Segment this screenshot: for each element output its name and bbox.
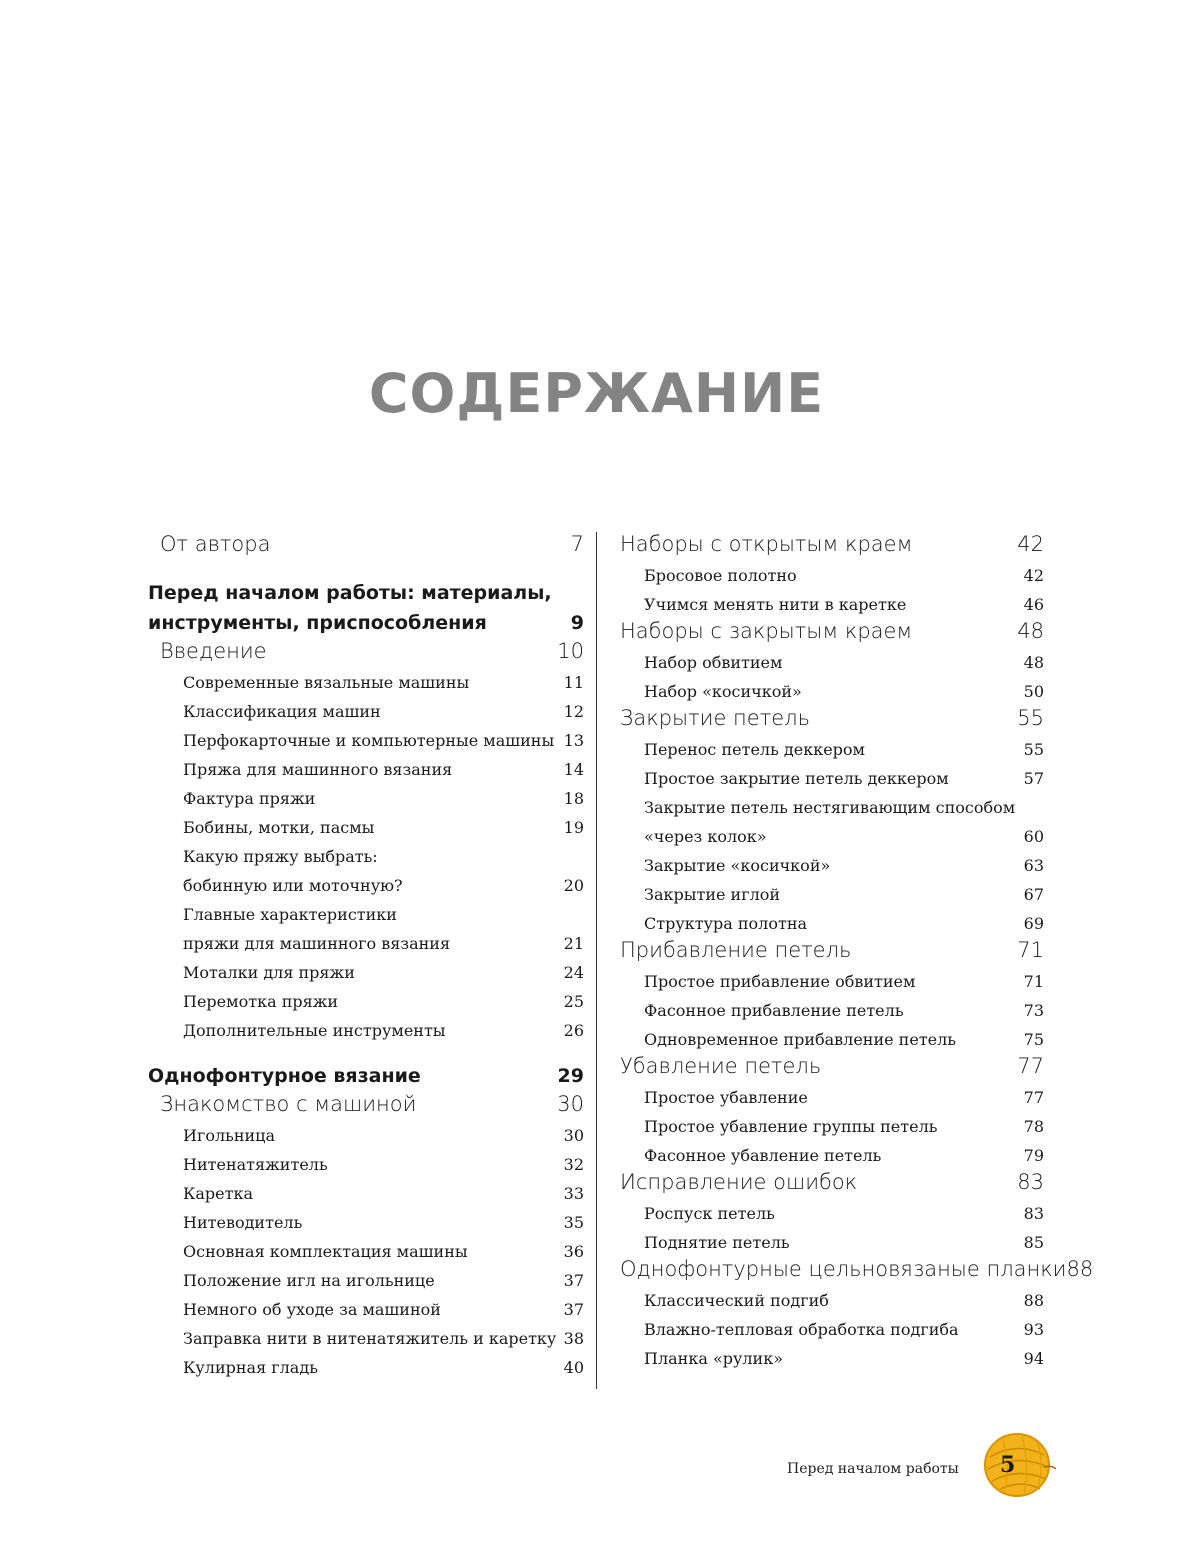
toc-entry-label: Нитенатяжитель — [183, 1155, 328, 1174]
toc-entry-label: Влажно-тепловая обработка подгиба — [644, 1320, 959, 1339]
toc-subentry[interactable] — [148, 1116, 584, 1145]
toc-subentry[interactable] — [620, 1281, 1044, 1310]
toc-chapter-entry[interactable] — [620, 1252, 1094, 1281]
toc-section-2[interactable] — [148, 1057, 584, 1087]
toc-subentry[interactable] — [148, 953, 584, 982]
toc-right-column — [620, 527, 1094, 1368]
toc-entry-label: Фактура пряжи — [183, 789, 316, 808]
toc-entry-page: 19 — [563, 818, 584, 837]
toc-entry-page: 46 — [1023, 595, 1044, 614]
toc-entry-page: 88 — [1066, 1257, 1094, 1281]
toc-entry-page: 60 — [1023, 827, 1044, 846]
toc-subentry[interactable] — [148, 1290, 584, 1319]
toc-entry-page: 18 — [563, 789, 584, 808]
toc-chapter-entry[interactable] — [620, 614, 1044, 643]
toc-entry-label: Бросовое полотно — [644, 566, 797, 585]
toc-entry-page: 13 — [563, 731, 584, 750]
toc-entry-page: 71 — [1023, 972, 1044, 991]
toc-entry-label: Фасонное убавление петель — [644, 1146, 882, 1165]
toc-subentry[interactable] — [620, 846, 1044, 875]
toc-entry-page: 12 — [563, 702, 584, 721]
toc-entry-label: Моталки для пряжи — [183, 963, 355, 982]
toc-subentry[interactable] — [148, 837, 584, 866]
toc-entry-label: Перфокарточные и компьютерные машины — [183, 731, 555, 750]
toc-entry-page: 55 — [1017, 706, 1044, 730]
toc-entry-label: пряжи для машинного вязания — [183, 934, 451, 953]
toc-entry-label: Фасонное прибавление петель — [644, 1001, 904, 1020]
toc-entry-page: 7 — [570, 532, 584, 556]
toc-entry-page: 37 — [563, 1300, 584, 1319]
toc-entry-label: Знакомство с машиной — [160, 1092, 417, 1116]
toc-entry-page: 37 — [563, 1271, 584, 1290]
toc-entry-label: Простое прибавление обвитием — [644, 972, 916, 991]
toc-entry-page: 40 — [563, 1358, 584, 1377]
toc-subentry[interactable] — [620, 788, 1044, 817]
toc-entry-label: Роспуск петель — [644, 1204, 775, 1223]
toc-chapter-entry[interactable] — [620, 701, 1044, 730]
toc-entry-page: 30 — [557, 1092, 584, 1116]
toc-section-1-line2[interactable] — [148, 604, 584, 634]
toc-machine-subentries — [148, 1116, 584, 1377]
toc-entry-label: Нитеводитель — [183, 1213, 303, 1232]
toc-entry-label: Простое убавление — [644, 1088, 808, 1107]
toc-entry-label: Планка «рулик» — [644, 1349, 784, 1368]
toc-subentry[interactable] — [620, 1020, 1044, 1049]
toc-entry-label: «через колок» — [644, 827, 767, 846]
column-divider — [596, 532, 597, 1389]
toc-entry-label: Перемотка пряжи — [183, 992, 339, 1011]
toc-subentry[interactable] — [620, 585, 1044, 614]
toc-entry-label: Введение — [160, 639, 267, 663]
toc-subentry[interactable] — [148, 692, 584, 721]
toc-entry-page: 77 — [1023, 1088, 1044, 1107]
toc-entry-page: 25 — [563, 992, 584, 1011]
toc-entry-label: Закрытие «косичкой» — [644, 856, 831, 875]
toc-entry-page: 57 — [1023, 769, 1044, 788]
toc-chapter-entry[interactable] — [620, 527, 1044, 556]
toc-entry-page: 35 — [563, 1213, 584, 1232]
toc-entry-label: Заправка нити в нитенатяжитель и каретку — [183, 1329, 557, 1348]
toc-section-label: Перед началом работы: материалы, — [148, 582, 552, 604]
toc-entry-page: 42 — [1023, 566, 1044, 585]
toc-entry-label: Главные характеристики — [183, 905, 397, 924]
toc-chapter-entry[interactable] — [620, 1049, 1044, 1078]
toc-entry-label: Поднятие петель — [644, 1233, 790, 1252]
toc-entry-page: 21 — [563, 934, 584, 953]
toc-subentry[interactable] — [620, 1136, 1044, 1165]
toc-entry-label: Однофонтурные цельновязаные планки — [620, 1257, 1067, 1281]
toc-subentry[interactable] — [148, 663, 584, 692]
toc-entry-page: 67 — [1023, 885, 1044, 904]
toc-entry-page: 48 — [1023, 653, 1044, 672]
toc-entry-page: 48 — [1017, 619, 1044, 643]
toc-subentry[interactable] — [148, 721, 584, 750]
toc-entry-page: 71 — [1017, 938, 1044, 962]
toc-subentry[interactable] — [148, 895, 584, 924]
toc-entry-label: Какую пряжу выбрать: — [183, 847, 378, 866]
toc-entry-label: Классификация машин — [183, 702, 381, 721]
toc-entry-label: Одновременное прибавление петель — [644, 1030, 957, 1049]
toc-entry-page: 94 — [1023, 1349, 1044, 1368]
toc-section-label: инструменты, приспособления — [148, 612, 487, 634]
toc-entry-page: 36 — [563, 1242, 584, 1261]
toc-entry-page: 55 — [1023, 740, 1044, 759]
toc-entry-page: 83 — [1017, 1170, 1044, 1194]
toc-subentry[interactable] — [620, 904, 1044, 933]
toc-subentry[interactable] — [620, 875, 1044, 904]
toc-entry-label: Дополнительные инструменты — [183, 1021, 446, 1040]
toc-entry-page: 14 — [563, 760, 584, 779]
toc-entry-page: 30 — [563, 1126, 584, 1145]
toc-subentry[interactable] — [148, 1232, 584, 1261]
toc-entry-label: Немного об уходе за машиной — [183, 1300, 441, 1319]
toc-entry-machine[interactable] — [148, 1087, 584, 1116]
toc-subentry[interactable] — [620, 1310, 1044, 1339]
page-number: 5 — [1000, 1452, 1016, 1478]
toc-subentry[interactable] — [148, 808, 584, 837]
toc-subentry[interactable] — [148, 1348, 584, 1377]
toc-entry-page: 24 — [563, 963, 584, 982]
toc-entry-label: Закрытие иглой — [644, 885, 781, 904]
toc-entry-label: Учимся менять нити в каретке — [644, 595, 907, 614]
toc-entry-page: 10 — [557, 639, 584, 663]
toc-subentry[interactable] — [148, 1319, 584, 1348]
toc-subentry[interactable] — [620, 730, 1044, 759]
toc-subentry[interactable] — [620, 759, 1044, 788]
toc-entry-label: Классический подгиб — [644, 1291, 829, 1310]
toc-entry-label: Простое убавление группы петель — [644, 1117, 938, 1136]
toc-subentry[interactable] — [620, 817, 1044, 846]
toc-entry-page: 88 — [1023, 1291, 1044, 1310]
toc-entry-label: Бобины, мотки, пасмы — [183, 818, 375, 837]
toc-subentry[interactable] — [148, 1261, 584, 1290]
toc-entry-label: Современные вязальные машины — [183, 673, 470, 692]
toc-subentry[interactable] — [620, 643, 1044, 672]
toc-entry-label: Структура полотна — [644, 914, 808, 933]
toc-subentry[interactable] — [148, 1011, 584, 1040]
toc-chapter-entry[interactable] — [620, 933, 1044, 962]
toc-subentry[interactable] — [620, 1223, 1044, 1252]
toc-subentry[interactable] — [620, 672, 1044, 701]
toc-entry-label: Закрытие петель нестягивающим способом — [644, 798, 1016, 817]
toc-subentry[interactable] — [148, 779, 584, 808]
toc-subentry[interactable] — [148, 866, 584, 895]
toc-entry-page: 20 — [563, 876, 584, 895]
toc-left-column — [148, 527, 584, 1377]
toc-subentry[interactable] — [620, 1078, 1044, 1107]
toc-entry-label: Положение игл на игольнице — [183, 1271, 435, 1290]
toc-entry-page: 75 — [1023, 1030, 1044, 1049]
toc-entry-page: 78 — [1023, 1117, 1044, 1136]
toc-entry-label: Кулирная гладь — [183, 1358, 318, 1377]
toc-subentry[interactable] — [620, 962, 1044, 991]
toc-entry-label: Основная комплектация машины — [183, 1242, 468, 1261]
toc-entry-page: 63 — [1023, 856, 1044, 875]
toc-entry-page: 93 — [1023, 1320, 1044, 1339]
toc-entry-page: 26 — [563, 1021, 584, 1040]
toc-subentry[interactable] — [620, 1339, 1044, 1368]
toc-entry-label: бобинную или моточную? — [183, 876, 403, 895]
toc-entry-page: 83 — [1023, 1204, 1044, 1223]
toc-entry-page: 33 — [563, 1184, 584, 1203]
toc-section-1-line1[interactable] — [148, 574, 584, 604]
toc-entry-label: Прибавление петель — [620, 938, 852, 962]
toc-entry-label: Исправление ошибок — [620, 1170, 858, 1194]
toc-entry-page: 73 — [1023, 1001, 1044, 1020]
footer-section-name: Перед началом работы — [787, 1461, 959, 1477]
toc-entry-page: 38 — [563, 1329, 584, 1348]
toc-intro-subentries — [148, 663, 584, 1040]
toc-entry-label: Перенос петель деккером — [644, 740, 865, 759]
toc-entry-label: Каретка — [183, 1184, 254, 1203]
toc-subentry[interactable] — [148, 982, 584, 1011]
toc-subentry[interactable] — [148, 1203, 584, 1232]
toc-entry-label: Набор «косичкой» — [644, 682, 802, 701]
toc-entry-label: Простое закрытие петель деккером — [644, 769, 949, 788]
toc-entry-label: Убавление петель — [620, 1054, 822, 1078]
toc-entry-page: 79 — [1023, 1146, 1044, 1165]
toc-entry-intro[interactable] — [148, 634, 584, 663]
toc-entry-page: 69 — [1023, 914, 1044, 933]
toc-entry-label: Набор обвитием — [644, 653, 783, 672]
toc-subentry[interactable] — [148, 1174, 584, 1203]
toc-subentry[interactable] — [148, 1145, 584, 1174]
toc-section-label: Однофонтурное вязание — [148, 1065, 421, 1087]
toc-subentry[interactable] — [148, 750, 584, 779]
toc-entry-page: 42 — [1017, 532, 1044, 556]
toc-entry-page: 85 — [1023, 1233, 1044, 1252]
toc-section-page: 9 — [570, 612, 584, 634]
toc-subentry[interactable] — [620, 1194, 1044, 1223]
toc-entry-from-author[interactable] — [148, 527, 584, 556]
toc-entry-label: Наборы с открытым краем — [620, 532, 913, 556]
yarn-ball-icon — [982, 1431, 1056, 1499]
toc-entry-label: Пряжа для машинного вязания — [183, 760, 453, 779]
toc-entry-label: Наборы с закрытым краем — [620, 619, 913, 643]
toc-subentry[interactable] — [148, 924, 584, 953]
page-title: СОДЕРЖАНИЕ — [368, 362, 825, 425]
toc-subentry[interactable] — [620, 1107, 1044, 1136]
toc-entry-label: От автора — [160, 532, 271, 556]
toc-entry-page: 32 — [563, 1155, 584, 1174]
toc-entry-page: 77 — [1017, 1054, 1044, 1078]
toc-chapter-entry[interactable] — [620, 1165, 1044, 1194]
toc-entry-label: Закрытие петель — [620, 706, 810, 730]
toc-entry-page: 50 — [1023, 682, 1044, 701]
toc-subentry[interactable] — [620, 991, 1044, 1020]
toc-entry-page: 11 — [563, 673, 584, 692]
toc-section-page: 29 — [557, 1065, 584, 1087]
toc-entry-label: Игольница — [183, 1126, 275, 1145]
toc-subentry[interactable] — [620, 556, 1044, 585]
